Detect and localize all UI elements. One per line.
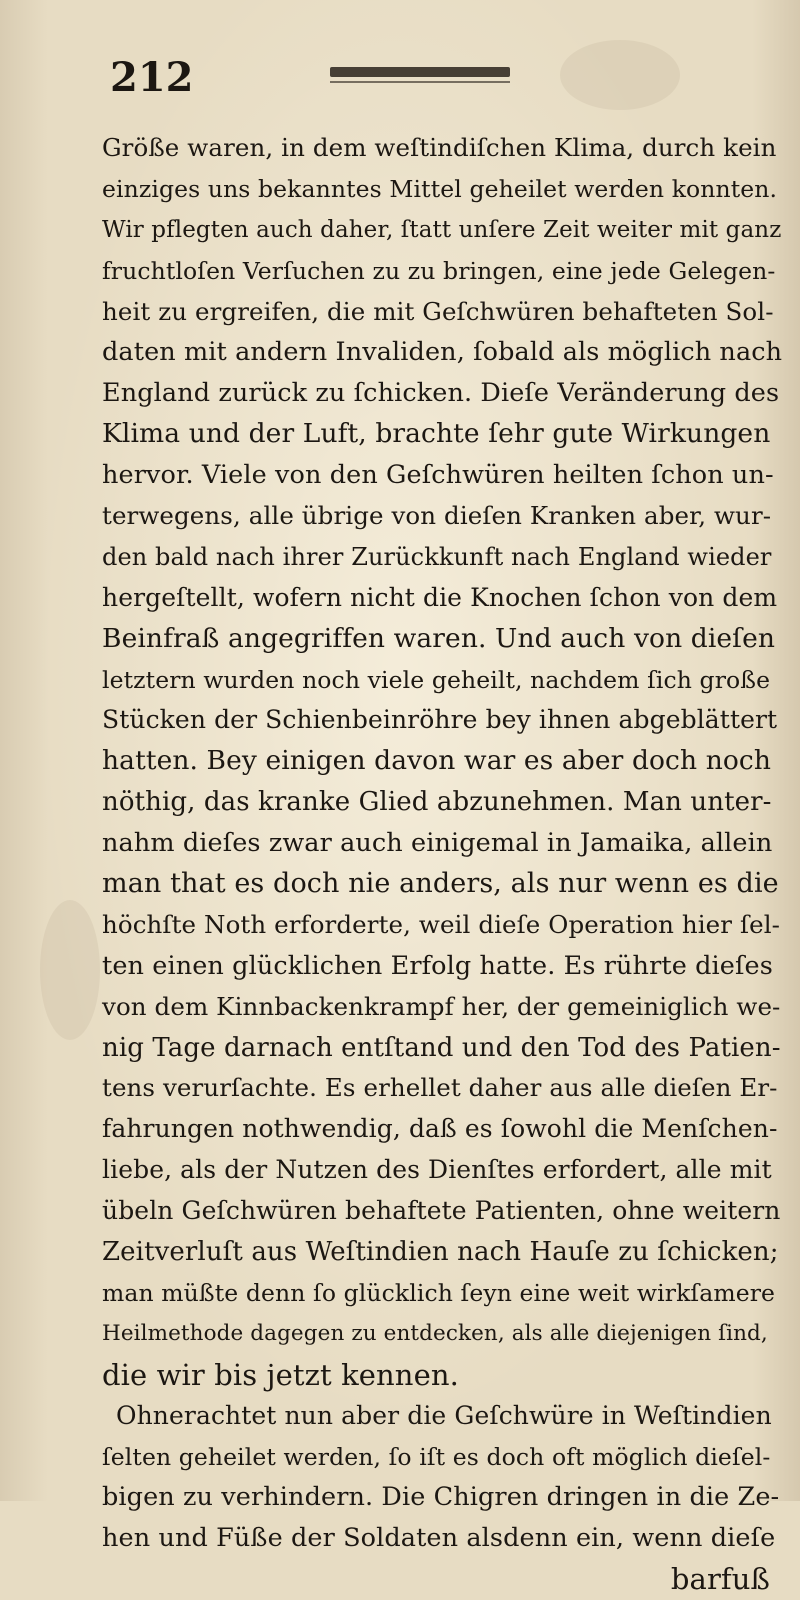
text-line: einziges uns bekanntes Mittel geheilet werden konnten. <box>102 174 778 203</box>
text-line: nig Tage darnach entſtand und den Tod des Patien- <box>102 1032 781 1063</box>
text-line: übeln Geſchwüren behaftete Patienten, ohne weitern <box>102 1196 781 1226</box>
text-line: fruchtloſen Verſuchen zu zu bringen, eine jede Gelegen- <box>102 256 776 285</box>
text-line: höchſte Noth erforderte, weil dieſe Operation hier ſel- <box>102 909 781 939</box>
text-line: den bald nach ihrer Zurückkunft nach England wieder <box>102 542 772 571</box>
text-line: Stücken der Schienbeinröhre bey ihnen abgeblättert <box>102 705 778 735</box>
text-line: heit zu ergreifen, die mit Geſchwüren behafteten Sol- <box>102 296 774 326</box>
text-line: terwegens, alle übrige von dieſen Kranken aber, wur- <box>102 501 772 531</box>
text-line: Klima und der Luft, brachte ſehr gute Wirkungen <box>102 418 771 450</box>
text-line: ſelten geheilet werden, ſo iſt es doch oft möglich dieſel- <box>102 1442 771 1471</box>
text-line: nahm dieſes zwar auch einigemal in Jamaika, allein <box>102 828 773 859</box>
text-line: hergeſtellt, wofern nicht die Knochen ſchon von dem <box>102 582 778 612</box>
text-line: liebe, als der Nutzen des Dienſtes erfordert, alle mit <box>102 1155 772 1185</box>
text-line: tens verurſachte. Es erhellet daher aus alle dieſen Er- <box>102 1073 778 1103</box>
text-line: man müßte denn ſo glücklich ſeyn eine weit wirkſamere <box>102 1278 776 1307</box>
text-line: hatten. Bey einigen davon war es aber doch noch <box>102 745 772 777</box>
text-line: die wir bis jetzt kennen. <box>102 1357 459 1392</box>
text-line: Zeitverluſt aus Weſtindien nach Hauſe zu ſchicken; <box>102 1237 779 1268</box>
text-line: von dem Kinnbackenkrampf her, der gemeiniglich we- <box>102 991 781 1021</box>
text-line: England zurück zu ſchicken. Dieſe Veränderung des <box>102 378 780 409</box>
text-line: hervor. Viele von den Geſchwüren heilten ſchon un- <box>102 460 774 491</box>
page-number: 212 <box>110 54 194 101</box>
text-line: hen und Füße der Soldaten alsdenn ein, wenn dieſe <box>102 1523 776 1554</box>
text-line: letztern wurden noch viele geheilt, nachdem ſich große <box>102 665 771 694</box>
header-ornament-rule-thin <box>330 81 510 83</box>
text-line: man that es doch nie anders, als nur wenn es die <box>102 868 779 900</box>
body-text <box>102 128 782 1600</box>
text-line: nöthig, das kranke Glied abzunehmen. Man unter- <box>102 787 772 818</box>
text-line: Wir pflegten auch daher, ſtatt unſere Zeit weiter mit ganz <box>102 216 782 243</box>
catchword: barfuß <box>670 1562 770 1597</box>
header-ornament-rule <box>330 67 510 77</box>
text-line: Heilmethode dagegen zu entdecken, als alle diejenigen ſind, <box>102 1320 768 1346</box>
page-header <box>0 52 800 102</box>
text-line: daten mit andern Invaliden, ſobald als möglich nach <box>102 337 783 368</box>
paper-stain <box>40 900 100 1040</box>
text-line-paragraph-start: Ohnerachtet nun aber die Geſchwüre in Weſtindien <box>116 1400 772 1430</box>
text-line: bigen zu verhindern. Die Chigren dringen in die Ze- <box>102 1482 780 1513</box>
text-line: ten einen glücklichen Erfolg hatte. Es rührte dieſes <box>102 950 773 981</box>
text-line: Größe waren, in dem weſtindiſchen Klima, durch kein <box>102 133 777 162</box>
text-line: fahrungen nothwendig, daß es ſowohl die Menſchen- <box>102 1114 778 1144</box>
text-line: Beinfraß angegriffen waren. Und auch von dieſen <box>102 622 776 654</box>
